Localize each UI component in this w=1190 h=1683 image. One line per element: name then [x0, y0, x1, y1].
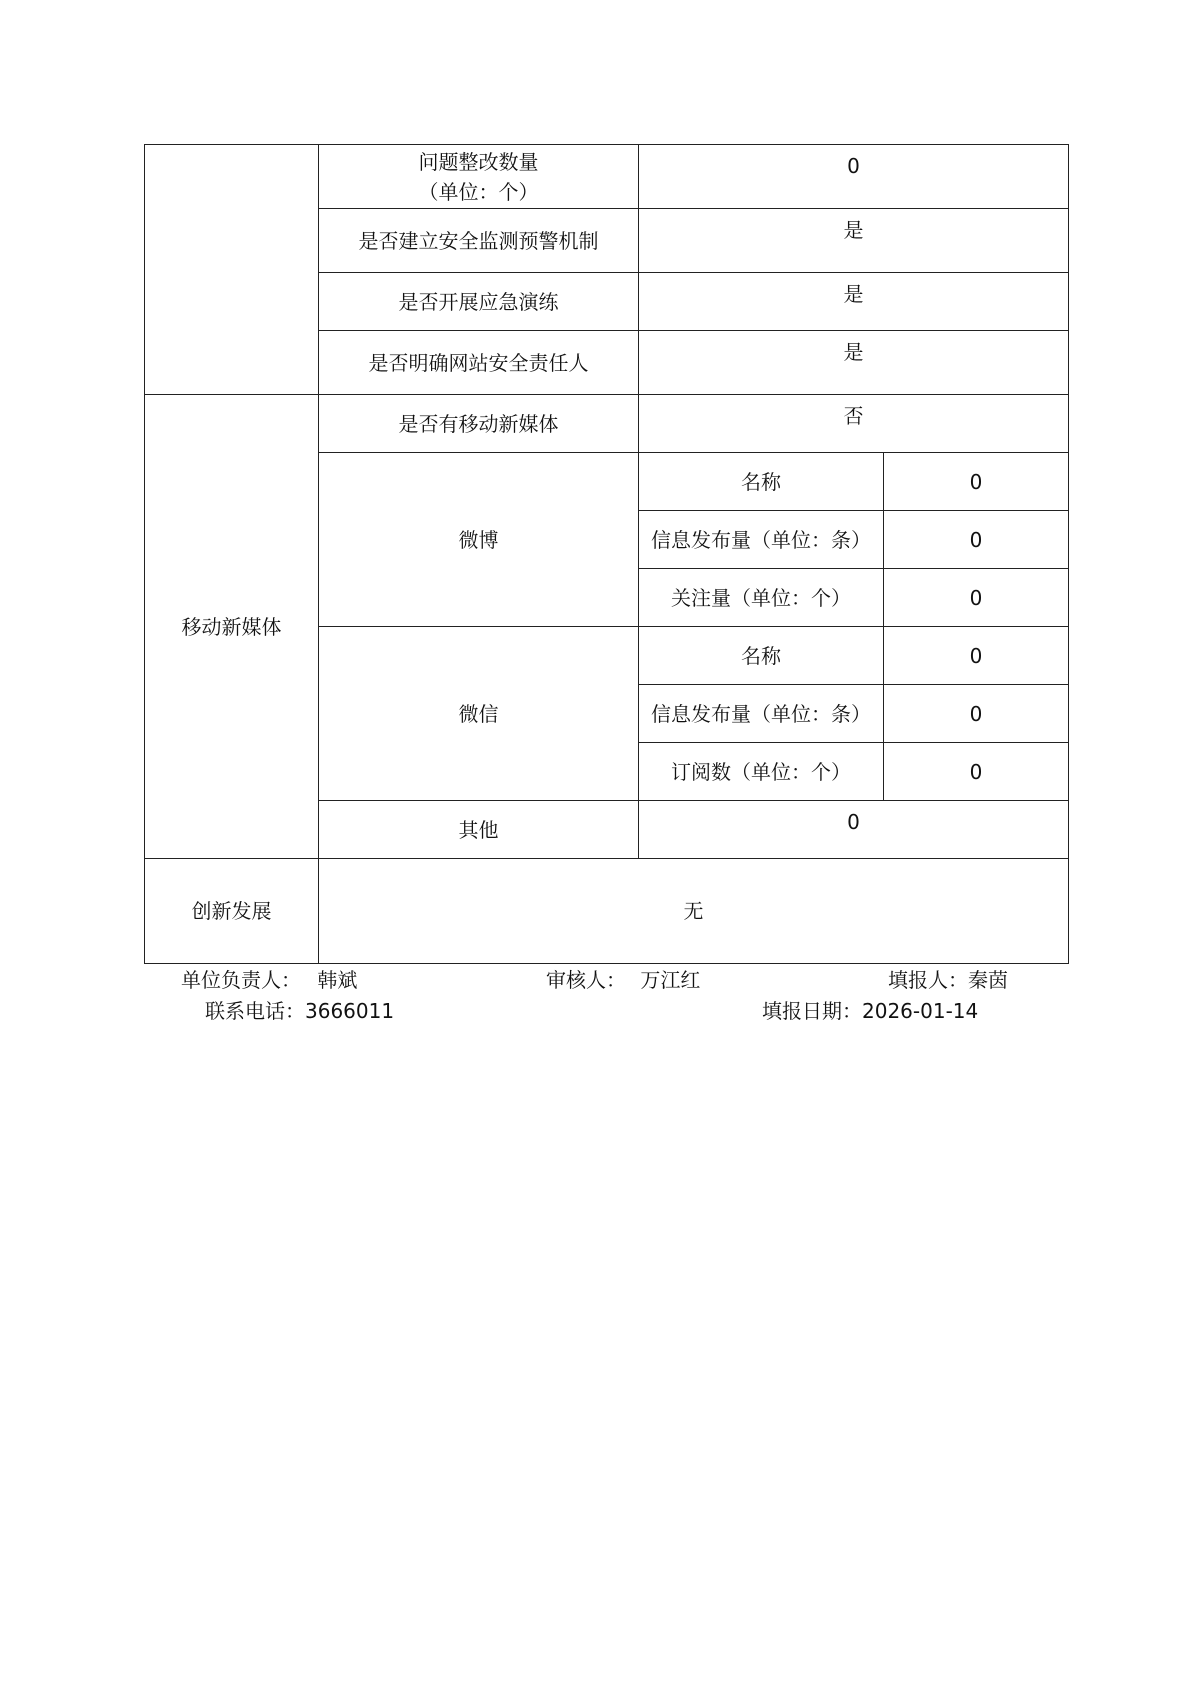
has-mobile-media-value: 否 — [639, 395, 1069, 453]
monitoring-mechanism-value: 是 — [639, 209, 1069, 273]
table-row — [145, 145, 1069, 209]
leader-line — [181, 964, 357, 993]
other-media-value: 0 — [639, 801, 1069, 859]
issue-fix-count-label-line2: （单位：个） — [418, 179, 539, 204]
phone-line — [205, 995, 394, 1024]
phone-value: 3666011 — [305, 999, 395, 1023]
wechat-posts-label: 信息发布量（单位：条） — [639, 685, 884, 743]
report-table — [144, 144, 1069, 964]
phone-label: 联系电话： — [205, 999, 305, 1023]
has-mobile-media-label: 是否有移动新媒体 — [319, 395, 639, 453]
innovation-value: 无 — [319, 859, 1069, 964]
leader-label: 单位负责人： — [181, 968, 301, 992]
table-row — [145, 395, 1069, 453]
wechat-label: 微信 — [319, 627, 639, 801]
weibo-name-label: 名称 — [639, 453, 884, 511]
weibo-posts-value: 0 — [884, 511, 1069, 569]
leader-name: 韩斌 — [317, 968, 358, 992]
filler-label: 填报人： — [888, 968, 968, 992]
date-value: 2026-01-14 — [862, 999, 979, 1023]
monitoring-mechanism-label: 是否建立安全监测预警机制 — [319, 209, 639, 273]
date-line — [762, 995, 978, 1024]
reviewer-name: 万江红 — [640, 968, 701, 992]
report-table-container — [144, 144, 1068, 964]
wechat-posts-value: 0 — [884, 685, 1069, 743]
issue-fix-count-value: 0 — [639, 145, 1069, 209]
other-media-label: 其他 — [319, 801, 639, 859]
weibo-label: 微博 — [319, 453, 639, 627]
emergency-drill-label: 是否开展应急演练 — [319, 273, 639, 331]
security-section-cell — [145, 145, 319, 395]
weibo-followers-label: 关注量（单位：个） — [639, 569, 884, 627]
filler-name: 秦茵 — [968, 968, 1008, 992]
wechat-subscribers-value: 0 — [884, 743, 1069, 801]
security-officer-label: 是否明确网站安全责任人 — [319, 331, 639, 395]
weibo-followers-value: 0 — [884, 569, 1069, 627]
filler-line — [888, 964, 1008, 993]
wechat-name-value: 0 — [884, 627, 1069, 685]
security-officer-value: 是 — [639, 331, 1069, 395]
weibo-posts-label: 信息发布量（单位：条） — [639, 511, 884, 569]
innovation-label: 创新发展 — [145, 859, 319, 964]
issue-fix-count-label-line1: 问题整改数量 — [418, 149, 539, 174]
reviewer-line — [546, 964, 700, 993]
wechat-subscribers-label: 订阅数（单位：个） — [639, 743, 884, 801]
issue-fix-count-label — [319, 145, 639, 209]
table-row — [145, 859, 1069, 964]
mobile-media-section-label: 移动新媒体 — [145, 395, 319, 859]
reviewer-label: 审核人： — [546, 968, 626, 992]
emergency-drill-value: 是 — [639, 273, 1069, 331]
weibo-name-value: 0 — [884, 453, 1069, 511]
date-label: 填报日期： — [762, 999, 862, 1023]
wechat-name-label: 名称 — [639, 627, 884, 685]
